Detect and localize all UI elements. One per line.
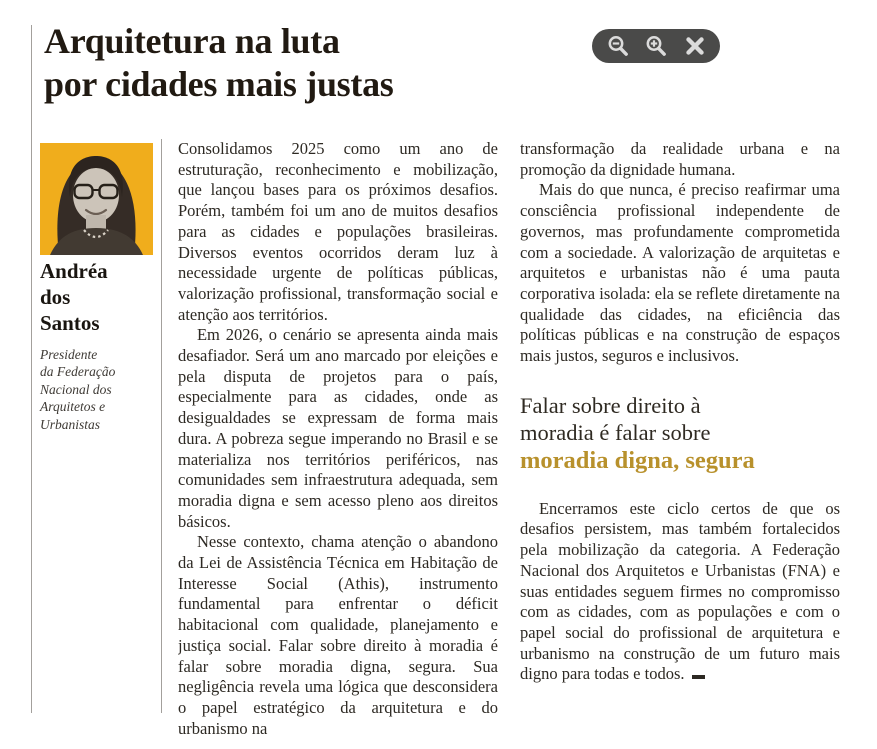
paragraph: Em 2026, o cenário se apresenta ainda mais desafiador. Será um ano marcado por eleições e pela disputa de projetos para o país, especialmente para as cidades, onde as desigualdades se expressam de forma mais dura. A pobreza segue imperando no Brasil e se materializa nos territórios periféricos, nas comunidades sem infraestrutura adequada, sem moradia digna e sem acesso pleno aos direitos básicos. xyxy=(178,325,498,531)
article-column-1 xyxy=(178,139,498,749)
author-photo xyxy=(40,143,153,255)
viewer-toolbar xyxy=(592,29,720,63)
author-name xyxy=(40,258,160,336)
author-role-line: Urbanistas xyxy=(40,416,101,432)
author-role-line: Nacional dos xyxy=(40,381,112,397)
pull-quote xyxy=(520,392,840,475)
paragraph: Nesse contexto, chama atenção o abandono da Lei de Assistência Técnica em Habitação de Interesse Social (Athis), instrumento fundamental para enfrentar o déficit habitacional com qualidade, planejamento e justiça social. Falar sobre direito à moradia é falar sobre moradia digna, segura. Sua negligência revela uma lógica que desconsidera o papel estratégico da arquitetura e do urbanismo na xyxy=(178,532,498,738)
article-end-mark xyxy=(692,675,705,679)
zoom-out-button[interactable] xyxy=(605,33,631,59)
close-icon xyxy=(684,35,706,57)
paragraph: Consolidamos 2025 como um ano de estruturação, reconhecimento e mobilização, que lançou bases para os próximos desafios. Porém, também foi um ano de muitos desafios para as cidades e populações brasileiras. Diversos eventos ocorridos deram luz à necessidade urgente de políticas públicas, valorização profissional, transformação social e atenção aos territórios. xyxy=(178,139,498,324)
zoom-in-icon xyxy=(644,34,668,58)
article-body xyxy=(178,139,840,749)
author-role-line: Presidente xyxy=(40,347,98,362)
paragraph: transformação da realidade urbana e na promoção da dignidade humana. xyxy=(520,139,840,179)
author-role-line: Arquitetos e xyxy=(40,399,106,415)
headline-line-1: Arquitetura na luta xyxy=(44,21,340,61)
author-name-line: dos xyxy=(40,285,71,309)
pull-quote-highlight: moradia digna, segura xyxy=(520,446,755,474)
pull-quote-line: Falar sobre direito à xyxy=(520,392,701,418)
headline-line-2: por cidades mais justas xyxy=(44,64,394,104)
pull-quote-line: moradia é falar sobre xyxy=(520,419,711,445)
author-name-line: Santos xyxy=(40,311,100,335)
article-headline xyxy=(44,20,564,106)
paragraph: Mais do que nunca, é preciso reafirmar uma consciência profissional independente de governos, mas profundamente comprometida com a sociedade. A valorização de arquitetas e arquitetos e urbanistas não é uma pauta corporativa isolada: ela se reflete diretamente na qualidade das cidades, na eficiência das políticas públicas e na construção de espaços mais justos, seguros e inclusivos. xyxy=(520,180,840,366)
author-name-line: Andréa xyxy=(40,259,108,283)
zoom-in-button[interactable] xyxy=(643,33,669,59)
paragraph xyxy=(520,499,840,685)
close-button[interactable] xyxy=(682,33,708,59)
zoom-out-icon xyxy=(606,34,630,58)
article-column-2 xyxy=(520,139,840,749)
paragraph-text: Encerramos este ciclo certos de que os desafios persistem, mas também fortalecidos pela mobilização da categoria. A Federação Nacional dos Arquitetos e Urbanistas (FNA) e suas entidades seguem firmes no compromisso com as cidades, com as populações e com o papel social do profissional de arquitetura e urbanismo na construção de um futuro mais digno para todas e todos. xyxy=(520,498,840,684)
author-role-line: da Federação xyxy=(40,364,116,380)
left-margin-rule xyxy=(31,25,32,713)
author-role xyxy=(40,346,165,433)
